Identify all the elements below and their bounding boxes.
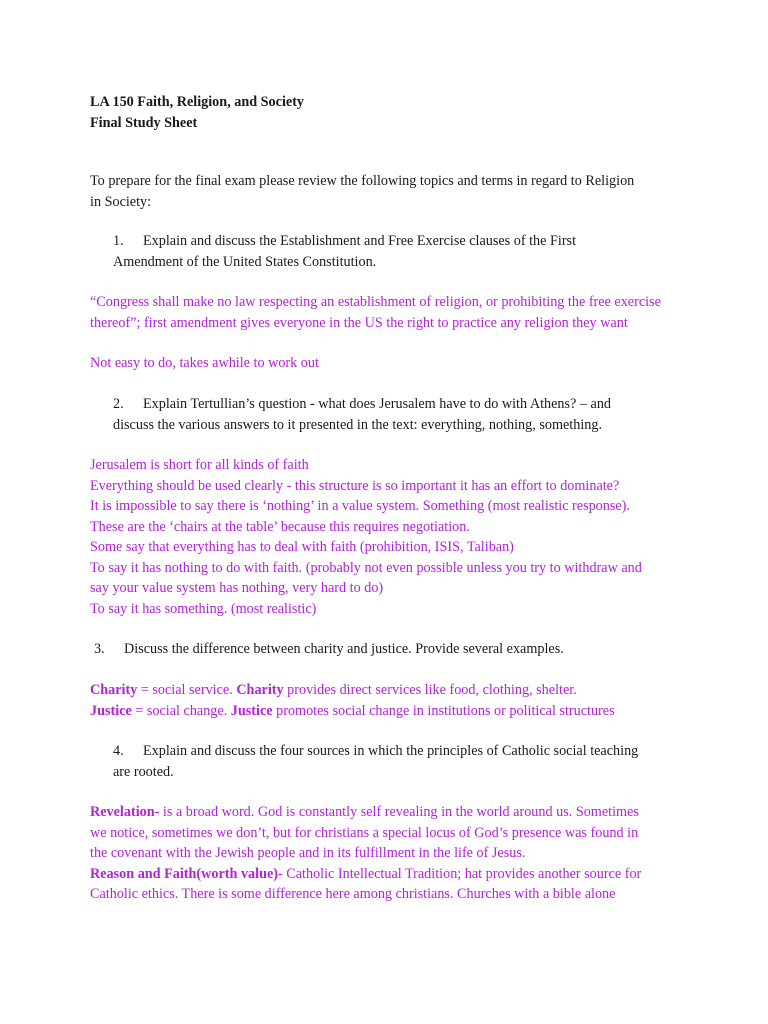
question-text-line-2: Amendment of the United States Constitution.	[113, 253, 377, 270]
charity-term: Charity	[90, 682, 138, 698]
intro-paragraph	[90, 171, 690, 212]
answer-line: To say it has nothing to do with faith. (probably not even possible unless you try to withdraw and	[90, 559, 642, 576]
question-text-line-1: Explain and discuss the four sources in which the principles of Catholic social teaching	[143, 743, 639, 759]
answer-line: Not easy to do, takes awhile to work out	[90, 355, 319, 371]
answer-line: Jerusalem is short for all kinds of faith	[90, 457, 309, 473]
question-text: Discuss the difference between charity and justice. Provide several examples.	[124, 641, 564, 657]
intro-line-2: in Society:	[90, 193, 152, 210]
answer-1-note	[90, 353, 690, 374]
document-header	[90, 92, 690, 133]
reason-line-2: Catholic ethics. There is some difference here among christians. Churches with a bible alone	[90, 886, 616, 902]
revelation-term: Revelation	[90, 804, 155, 820]
question-text-line-1: Explain Tertullian’s question - what does Jerusalem have to do with Athens? – and	[143, 396, 612, 412]
answer-line: Some say that everything has to deal with faith (prohibition, ISIS, Taliban)	[90, 539, 514, 555]
sheet-title: Final Study Sheet	[90, 114, 198, 131]
justice-definition: Justice = social change. Justice promotes social change in institutions or political structures	[90, 702, 615, 719]
reason-and-faith-term: Reason and Faith(worth value)	[90, 865, 278, 882]
question-text-line-2: discuss the various answers to it presented in the text: everything, nothing, something.	[113, 416, 602, 433]
answer-line: To say it has something. (most realistic)	[90, 600, 317, 617]
question-text-line-2: are rooted.	[113, 763, 174, 780]
answer-line: thereof”; first amendment gives everyone in the US the right to practice any religion they want	[90, 314, 628, 331]
revelation-line-1: Revelation- is a broad word. God is constantly self revealing in the world around us. Sometimes	[90, 804, 639, 820]
question-number: 4.	[113, 743, 124, 759]
question-number: 3.	[94, 641, 105, 657]
answer-line: say your value system has nothing, very hard to do)	[90, 580, 384, 596]
answer-line: These are the ‘chairs at the table’ because this requires negotiation.	[90, 518, 470, 535]
reason-line-1: Reason and Faith(worth value)- Catholic Intellectual Tradition; hat provides another source for	[90, 865, 642, 882]
question-text-line-1: Explain and discuss the Establishment and Free Exercise clauses of the First	[143, 233, 577, 249]
question-number: 2.	[113, 396, 124, 412]
question-number: 1.	[113, 233, 124, 249]
justice-term: Justice	[90, 702, 132, 719]
course-title: LA 150 Faith, Religion, and Society	[90, 94, 305, 110]
answer-line: It is impossible to say there is ‘nothing’ in a value system. Something (most realistic response).	[90, 498, 630, 514]
answer-4	[90, 802, 690, 905]
charity-term: Charity	[236, 682, 284, 698]
answer-line: “Congress shall make no law respecting an establishment of religion, or prohibiting the free exercise	[90, 294, 661, 310]
answer-3	[90, 680, 690, 721]
justice-term: Justice	[230, 702, 273, 719]
revelation-line-3: the covenant with the Jewish people and in its fulfillment in the life of Jesus.	[90, 845, 526, 861]
answer-line: Everything should be used clearly - this structure is so important it has an effort to dominate?	[90, 477, 620, 494]
charity-definition: Charity = social service. Charity provides direct services like food, clothing, shelter.	[90, 682, 577, 698]
intro-line-1: To prepare for the final exam please review the following topics and terms in regard to Religion	[90, 173, 635, 189]
answer-2	[90, 455, 690, 619]
answer-1	[90, 292, 690, 333]
revelation-line-2: we notice, sometimes we don’t, but for christians a special locus of God’s presence was found in	[90, 824, 639, 841]
